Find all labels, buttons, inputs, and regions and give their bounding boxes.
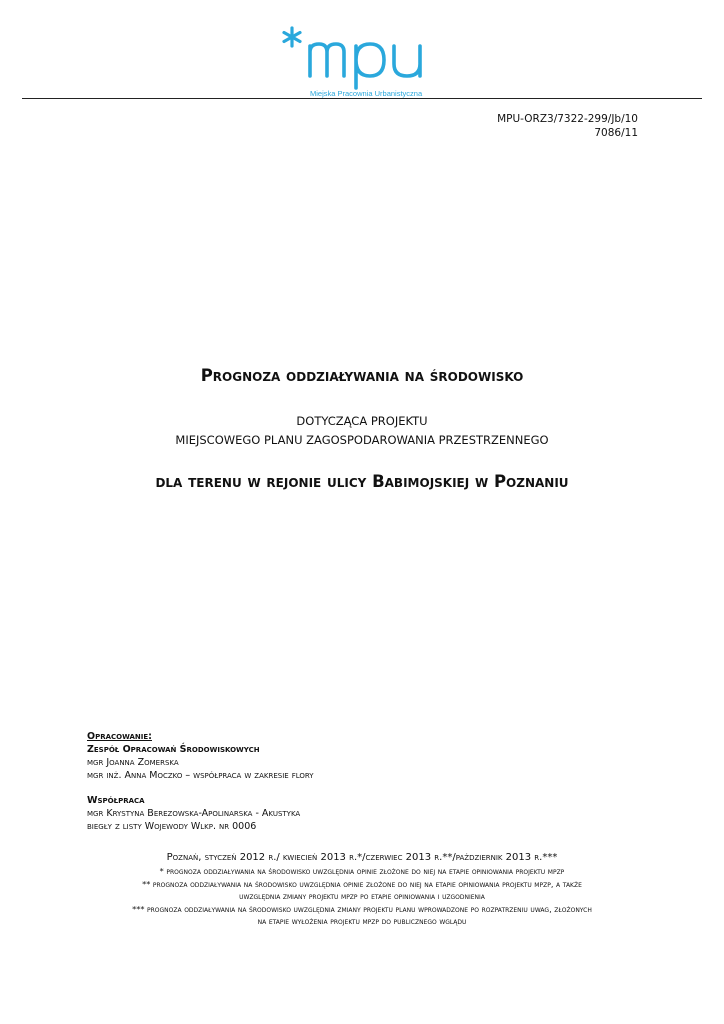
cooperation-label: Współpraca xyxy=(87,795,145,806)
author-moczko: mgr inż. Anna Moczko – współpraca w zakresie flory xyxy=(87,770,314,781)
reference-number: MPU-ORZ3/7322-299/Jb/10 xyxy=(497,113,638,125)
author-berezowska-note: biegły z listy Wojewody Wlkp. nr 0006 xyxy=(87,821,257,832)
prepared-by-label: Opracowanie: xyxy=(87,731,152,742)
mpu-logo xyxy=(276,24,456,100)
document-footer xyxy=(40,851,684,928)
letter-p-shape xyxy=(356,44,384,88)
footnote-1: * prognoza oddziaływania na środowisko uwzględnia opinie złożone do niej na etapie opiniowania projektu mpzp xyxy=(159,866,565,876)
asterisk-icon xyxy=(284,28,300,46)
footnote-3a: *** prognoza oddziaływania na środowisko uwzględnia zmiany projektu planu wprowadzone po rozpatrzeniu uwag, złożonych xyxy=(132,903,592,914)
footnote-3b: na etapie wyłożenia projektu mpzp do publicznego wglądu xyxy=(257,916,467,926)
plan-area-title: dla terenu w rejonie ulicy Babimojskiej w Poznaniu xyxy=(155,472,569,491)
credits-section xyxy=(87,730,314,833)
footnote-2b: uwzględnia zmiany projektu mpzp po etapie opiniowania i uzgodnienia xyxy=(239,891,485,901)
footnote-2a: ** prognoza oddziaływania na środowisko uwzględnia opinie złożone do niej na etapie opiniowania projektu mpzp, a także xyxy=(142,878,582,889)
subtitle-line-2: MIEJSCOWEGO PLANU ZAGOSPODAROWANIA PRZESTRZENNEGO xyxy=(175,433,549,447)
logo-tagline: Miejska Pracownia Urbanistyczna xyxy=(310,89,423,98)
reference-number-secondary: 7086/11 xyxy=(594,127,638,139)
author-zomerska: mgr Joanna Zomerska xyxy=(87,757,179,768)
revision-dates: Poznań, styczeń 2012 r./ kwiecień 2013 r.*/czerwiec 2013 r.**/październik 2013 r.*** xyxy=(166,852,558,863)
letter-u-shape xyxy=(394,46,420,76)
mpu-logo-graphic xyxy=(276,24,456,100)
document-title: Prognoza oddziaływania na środowisko xyxy=(200,366,524,385)
letter-m-shape xyxy=(310,44,344,76)
team-name: Zespół Opracowań Środowiskowych xyxy=(87,744,260,755)
subtitle-line-1: DOTYCZĄCA PROJEKTU xyxy=(296,414,428,428)
author-berezowska: mgr Krystyna Berezowska-Apolinarska - Akustyka xyxy=(87,808,301,819)
header-divider xyxy=(22,98,702,99)
document-reference xyxy=(497,112,638,140)
document-subtitle xyxy=(0,412,724,450)
